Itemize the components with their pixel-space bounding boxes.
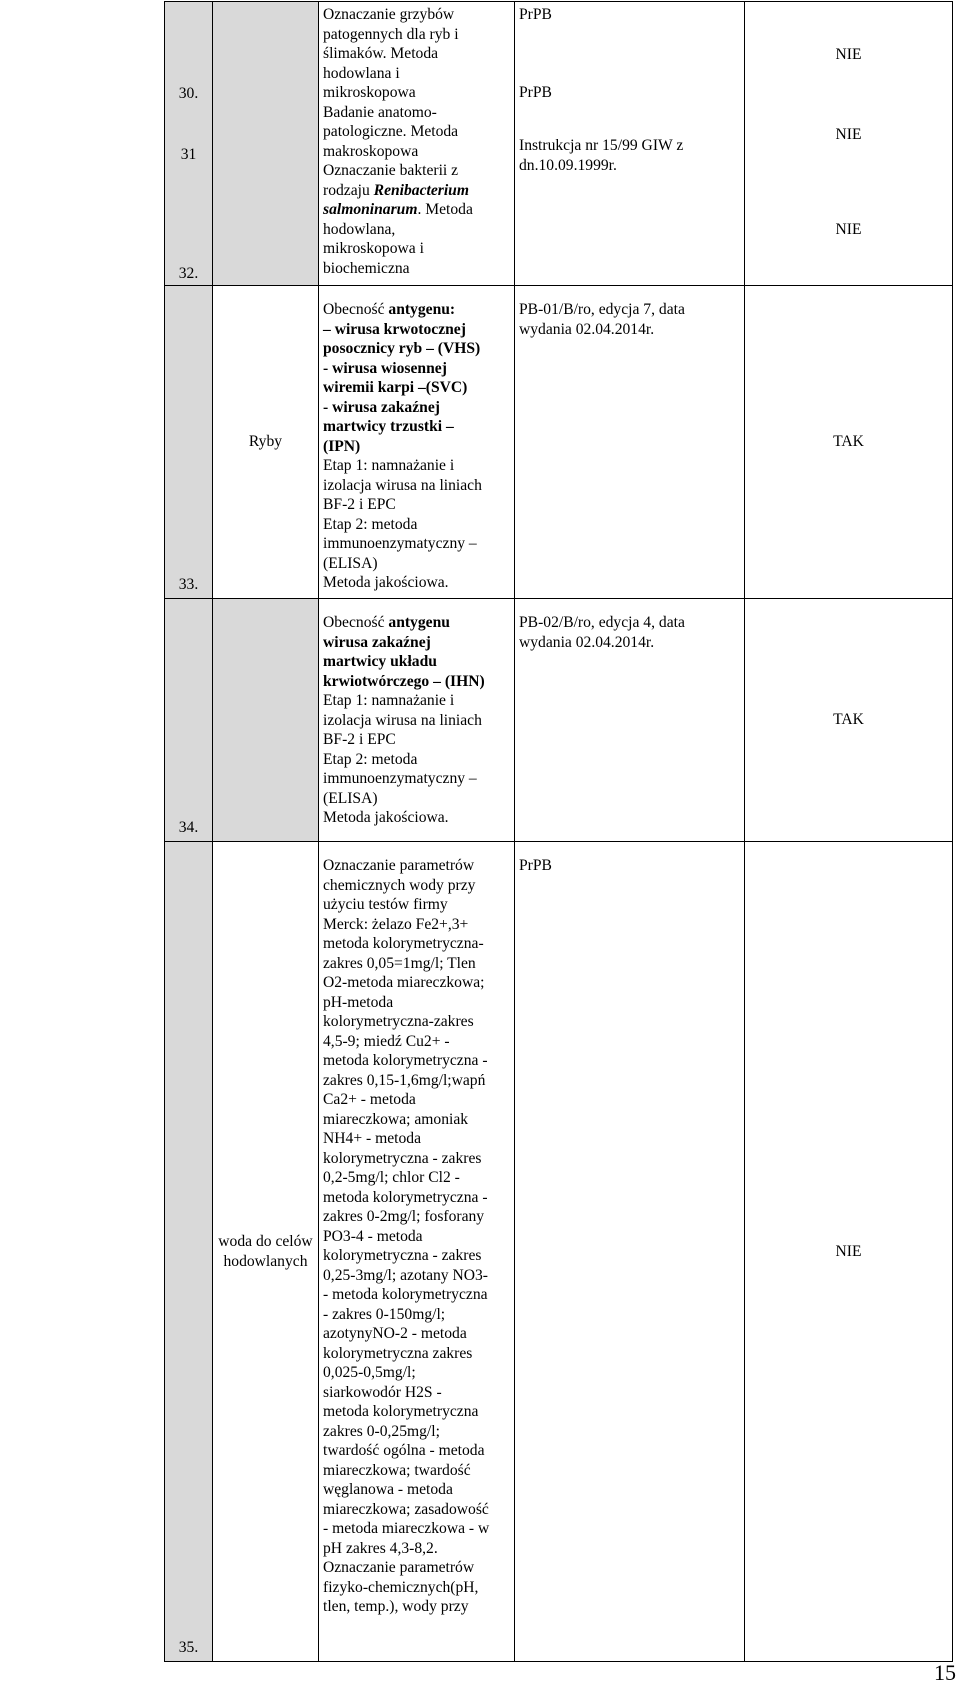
method-line: NH4+ - metoda — [323, 1130, 422, 1147]
row-number: 30. — [178, 85, 199, 102]
method-line: izolacja wirusa na liniach — [323, 711, 482, 729]
method-line: siarkowodór H2S - — [323, 1383, 442, 1401]
matrix-cell — [213, 286, 319, 599]
row-number: 34. — [178, 818, 199, 836]
method-line: mikroskopowa — [323, 84, 416, 101]
method-text: antygenu: — [388, 301, 456, 318]
method-line: (ELISA) — [323, 789, 378, 807]
method-line: Etap 1: namnażanie i — [323, 692, 455, 709]
row-number-cell — [165, 599, 213, 842]
document-ref: PrPB — [519, 857, 552, 874]
method-line — [323, 300, 510, 320]
method-line: fizyko-chemicznych(pH, — [323, 1578, 479, 1596]
matrix-cell — [213, 599, 319, 842]
matrix-label: woda do celów — [218, 1233, 313, 1250]
document-ref: PrPB — [519, 6, 552, 23]
table-row — [165, 2, 953, 286]
method-line: O2-metoda miareczkowa; — [323, 974, 485, 991]
method-line: twardość ogólna - metoda — [323, 1442, 485, 1459]
method-line: miareczkowa; twardość — [323, 1461, 471, 1479]
method-line: 0,2-5mg/l; chlor Cl2 - — [323, 1169, 460, 1186]
method-line: zakres 0-2mg/l; fosforany — [323, 1208, 485, 1225]
flag-value: TAK — [833, 711, 864, 729]
document-ref: PrPB — [519, 83, 552, 101]
method-line: martwicy trzustki – — [323, 418, 454, 435]
method-line: kolorymetryczna - zakres — [323, 1149, 482, 1167]
matrix-label: hodowlanych — [223, 1252, 308, 1270]
method-text: Obecność — [323, 301, 389, 318]
method-line: metoda kolorymetryczna - — [323, 1052, 488, 1069]
method-line: patogennych dla ryb i — [323, 25, 459, 43]
document-ref: PB-01/B/ro, edycja 7, data — [519, 301, 685, 318]
method-line: biochemiczna — [323, 259, 410, 277]
method-line: - wirusa zakaźnej — [323, 398, 440, 416]
method-text: rodzaju — [323, 181, 374, 199]
method-line: Oznaczanie grzybów — [323, 6, 455, 23]
table-row — [165, 842, 953, 1662]
method-line: makroskopowa — [323, 142, 419, 160]
method-line: hodowlana, — [323, 220, 396, 238]
method-line: Oznaczanie parametrów — [323, 1559, 475, 1576]
table-row — [165, 599, 953, 842]
method-line: wiremii karpi –(SVC) — [323, 379, 468, 396]
method-line: PO3-4 - metoda — [323, 1227, 423, 1245]
row-number: 32. — [178, 265, 199, 282]
document-ref: wydania 02.04.2014r. — [519, 320, 655, 338]
method-line: Merck: żelazo Fe2+,3+ — [323, 915, 469, 933]
method-line: Metoda jakościowa. — [323, 809, 449, 826]
method-line: (ELISA) — [323, 554, 378, 572]
row-number: 33. — [178, 575, 199, 593]
method-text: . Metoda — [417, 201, 473, 218]
method-line: węglanowa - metoda — [323, 1481, 453, 1498]
method-line: metoda kolorymetryczna — [323, 1403, 479, 1420]
method-line: 0,025-0,5mg/l; — [323, 1364, 416, 1381]
method-line: kolorymetryczna-zakres — [323, 1013, 474, 1030]
table-row — [165, 286, 953, 599]
flag-value: NIE — [835, 46, 862, 63]
flag-cell — [745, 842, 953, 1662]
method-line: kolorymetryczna zakres — [323, 1344, 473, 1362]
method-line: – wirusa krwotocznej — [323, 320, 466, 338]
method-cell — [319, 842, 515, 1662]
matrix-cell — [213, 2, 319, 286]
matrix-label: Ryby — [248, 433, 283, 451]
method-line: Metoda jakościowa. — [323, 574, 449, 591]
method-line: Etap 2: metoda — [323, 515, 418, 533]
row-number-cell — [165, 842, 213, 1662]
method-cell — [319, 2, 515, 286]
method-line: pH-metoda — [323, 993, 394, 1011]
row-number: 35. — [178, 1638, 199, 1656]
method-line: chemicznych wody przy — [323, 876, 476, 894]
matrix-cell — [213, 842, 319, 1662]
page-number: 15 — [934, 1660, 956, 1685]
document-ref: Instrukcja nr 15/99 GIW z — [519, 137, 684, 154]
method-line: immunoenzymatyczny – — [323, 535, 477, 552]
method-line: pH zakres 4,3-8,2. — [323, 1539, 438, 1557]
method-line: Etap 2: metoda — [323, 750, 418, 768]
method-line: patologiczne. Metoda — [323, 123, 459, 140]
document-cell — [515, 599, 745, 842]
method-line: - metoda kolorymetryczna — [323, 1286, 488, 1303]
method-line: mikroskopowa i — [323, 240, 424, 257]
document-cell — [515, 842, 745, 1662]
method-line: 4,5-9; miedź Cu2+ - — [323, 1032, 450, 1050]
method-line: BF-2 i EPC — [323, 496, 396, 513]
method-line: tlen, temp.), wody przy — [323, 1598, 469, 1615]
method-line: użyciu testów firmy — [323, 896, 448, 913]
method-line — [323, 613, 510, 633]
method-line: martwicy układu — [323, 653, 437, 670]
method-line: metoda kolorymetryczna - — [323, 1188, 488, 1206]
flag-cell — [745, 599, 953, 842]
method-line: - metoda miareczkowa - w — [323, 1520, 490, 1537]
row-number-cell — [165, 2, 213, 286]
flag-cell — [745, 286, 953, 599]
method-line: Badanie anatomo- — [323, 103, 437, 121]
flag-value: NIE — [835, 221, 862, 238]
method-cell — [319, 599, 515, 842]
method-line: miareczkowa; zasadowość — [323, 1500, 489, 1518]
method-line: Etap 1: namnażanie i — [323, 457, 455, 474]
flag-cell — [745, 2, 953, 286]
row-number-cell — [165, 286, 213, 599]
method-line — [323, 200, 510, 220]
method-line: krwiotwórczego – (IHN) — [323, 672, 485, 690]
method-line: izolacja wirusa na liniach — [323, 476, 482, 494]
method-line: wirusa zakaźnej — [323, 633, 431, 651]
row-number: 31 — [180, 146, 197, 163]
method-line: 0,25-3mg/l; azotany NO3- — [323, 1266, 488, 1284]
method-text: antygenu — [388, 614, 450, 631]
flag-value: NIE — [835, 1242, 862, 1260]
method-line: hodowlana i — [323, 64, 400, 82]
method-line: Oznaczanie parametrów — [323, 857, 475, 874]
method-line: zakres 0-0,25mg/l; — [323, 1422, 440, 1440]
method-line: Ca2+ - metoda — [323, 1091, 416, 1108]
method-line: posocznicy ryb – (VHS) — [323, 340, 481, 357]
method-line — [323, 181, 510, 201]
genus-name: Renibacterium — [373, 181, 469, 199]
method-line: metoda kolorymetryczna- — [323, 935, 484, 952]
method-line: zakres 0,05=1mg/l; Tlen — [323, 954, 476, 972]
method-line: miareczkowa; amoniak — [323, 1110, 469, 1128]
document-cell — [515, 286, 745, 599]
method-line: kolorymetryczna - zakres — [323, 1247, 482, 1264]
species-name: salmoninarum — [323, 201, 418, 218]
method-line: BF-2 i EPC — [323, 731, 396, 748]
document-ref: dn.10.09.1999r. — [519, 156, 617, 174]
method-line: ślimaków. Metoda — [323, 45, 439, 62]
flag-value: NIE — [835, 126, 862, 143]
method-line: immunoenzymatyczny – — [323, 770, 477, 787]
document-ref: PB-02/B/ro, edycja 4, data — [519, 614, 685, 631]
method-line: zakres 0,15-1,6mg/l;wapń — [323, 1071, 486, 1089]
document-cell — [515, 2, 745, 286]
flag-value: TAK — [833, 433, 864, 451]
method-text: Obecność — [323, 614, 389, 631]
accreditation-table — [164, 1, 953, 1662]
method-line: - zakres 0-150mg/l; — [323, 1305, 446, 1323]
method-line: azotynyNO-2 - metoda — [323, 1325, 467, 1342]
method-line: (IPN) — [323, 437, 361, 455]
method-cell — [319, 286, 515, 599]
method-line: - wirusa wiosennej — [323, 359, 447, 377]
document-ref: wydania 02.04.2014r. — [519, 633, 655, 651]
method-line: Oznaczanie bakterii z — [323, 162, 459, 179]
